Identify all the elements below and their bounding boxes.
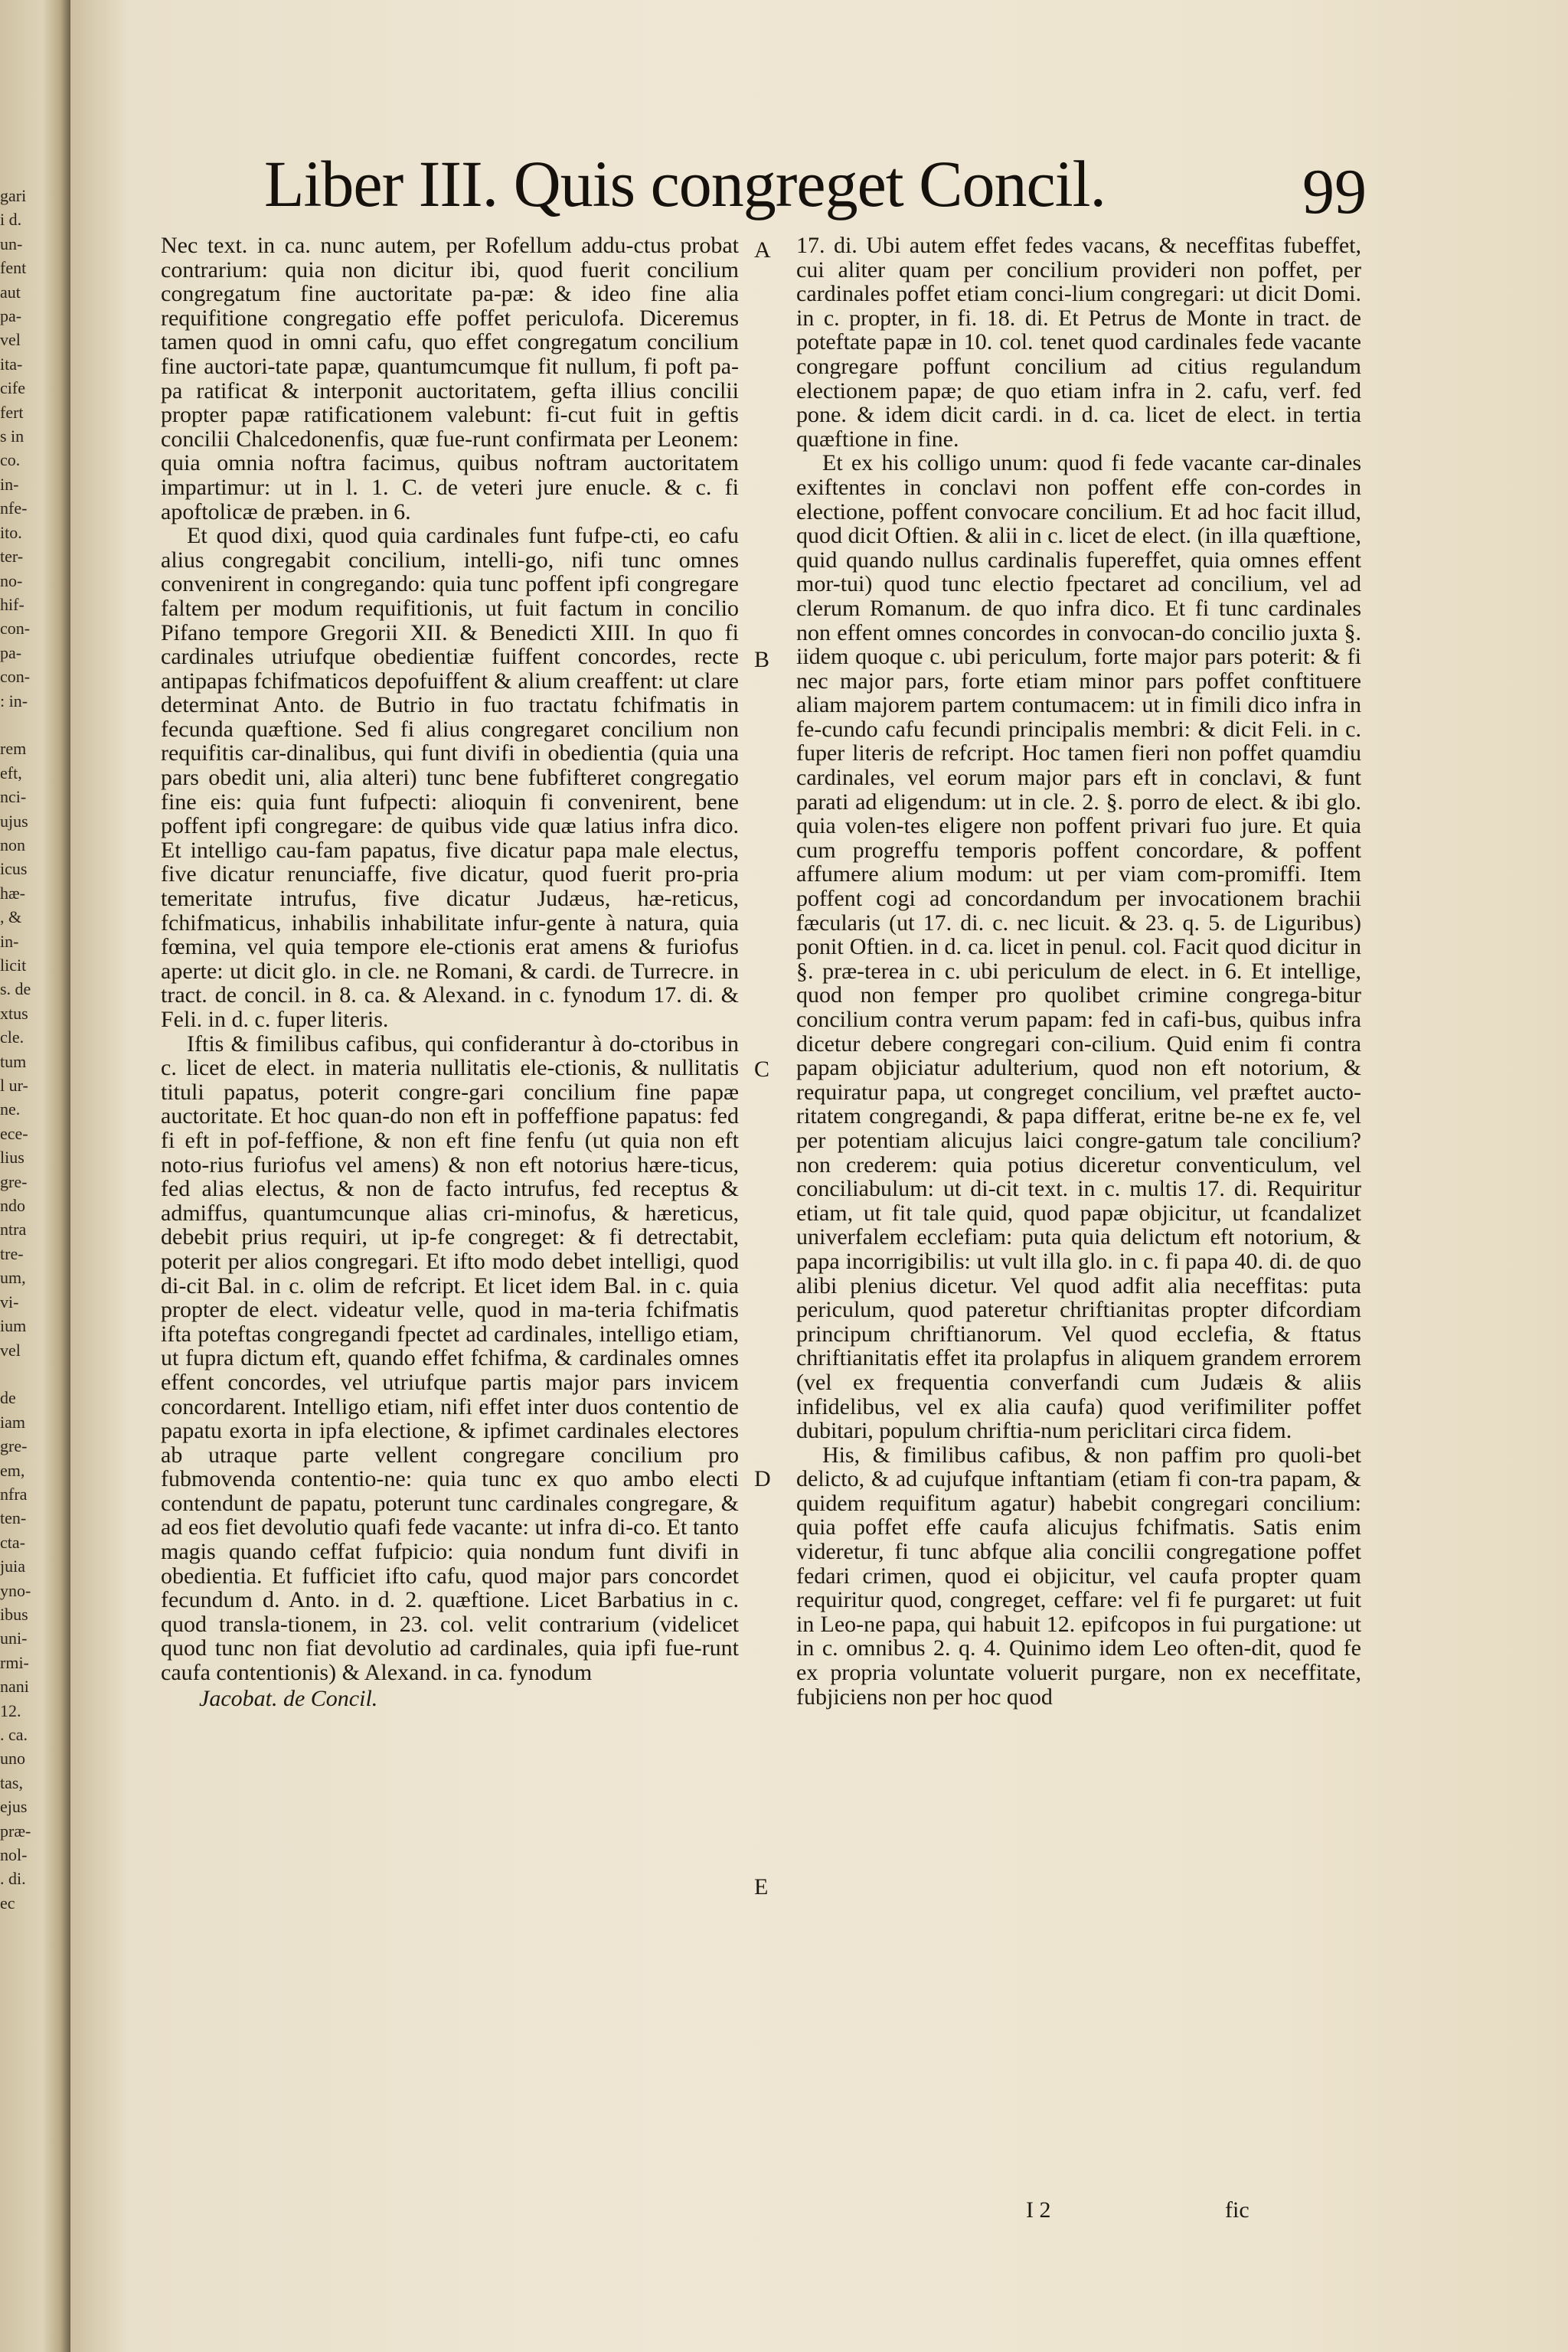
margin-fragment: tum	[0, 1051, 27, 1071]
paragraph: Nec text. in ca. nunc autem, per Rofellum addu-ctus probat contrarium: quia non dicitur ibi, quod fuerit concilium congregatum fine auctoritate pa-pæ: & ideo fine alia requifitione congregatio effe poffet periculofa. Diceremus tamen quod in omni cafu, quo effet congregatum concilium fine auctori-tate papæ, quantumcumque fit nullum, fi poft pa-pa ratificat & interponit auctoritatem, gefta illius concilii propter papæ ratificationem valebunt: fi-cut fuit in geftis concilii Chalcedonenfis, quæ fue-runt confirmata per Leonem: quia omnia noftra facimus, quibus noftram auctoritatem impartimur: ut in l. 1. C. de veteri jure enucle. & c. fi apoftolicæ de præben. in 6.	[161, 233, 739, 524]
margin-fragment: vi-	[0, 1292, 19, 1312]
column-signature: Jacobat. de Concil.	[199, 1685, 378, 1711]
margin-fragment: un-	[0, 234, 23, 253]
margin-fragment: . di.	[0, 1869, 26, 1889]
margin-fragment: ibus	[0, 1604, 28, 1624]
margin-fragment: gre-	[0, 1436, 28, 1456]
previous-page-margin-text	[0, 184, 54, 1915]
margin-fragment: uni-	[0, 1628, 28, 1648]
section-marker-e: E	[754, 1874, 769, 1900]
page-number: 99	[1302, 156, 1367, 227]
margin-fragment: ntra	[0, 1220, 27, 1240]
margin-fragment: yno-	[0, 1580, 31, 1600]
margin-fragment: ium	[0, 1316, 27, 1336]
margin-fragment: tre-	[0, 1243, 24, 1263]
margin-fragment: ne.	[0, 1099, 21, 1119]
section-marker-b: B	[754, 647, 770, 672]
section-marker-a: A	[754, 237, 771, 263]
margin-fragment: nfe-	[0, 498, 28, 518]
margin-fragment: juia	[0, 1557, 25, 1576]
margin-fragment: tas,	[0, 1772, 23, 1792]
paragraph: Iftis & fimilibus cafibus, qui confiderantur à do-ctoribus in c. licet de elect. in materia nullitatis ele-ctionis, & nullitatis tituli papatus, poterit congre-gari concilium fine papæ auctoritate. Et hoc quan-do non eft in poffeffione papatus: fed fi eft in pof-feffione, & non eft fine fenfu (ut quia non eft noto-rius furiofus vel amens) & non eft notorius hære-ticus, fed alias electus, & non de facto intrufus, fed receptus & admiffus, quantumcunque alias cri-minofus, & hæreticus, debebit prius requiri, ut ip-fe congreget: & fi detrectabit, poterit per alios congregari. Et ifto modo debet intelligi, quod di-cit Bal. in c. olim de refcript. Et licet idem Bal. in c. quia propter de elect. videatur velle, quod in ma-teria fchifmatis ifta poteftas congregandi fpectet ad cardinales, intelligo etiam, ut fupra dictum eft, quando effet fchifma, & cardinales omnes effent concordes, vel utriufque partis major pars invicem concordarent. Intelligo etiam, nifi effet inter duos contentio de papatu exorta in ipfa electione, & ipfimet cardinales electores ab utraque parte vellent congregare concilium pro fubmovenda contentio-ne: quia tunc ex quo ambo electi contendunt de papatu, poterunt tunc cardinales congregare, & ad eos fiet devolutio quafi fede vacante: ut infra di-co. Et tanto magis quando ceffat fufpicio: quia nondum funt divifi in obedientia. Et fufficiet ifto cafu, quod major pars concordet fecundum d. Anto. in d. 2. quæftione. Licet Barbatius in c. quod transla-tionem, in 23. col. velit contrarium (videlicet quod tunc non fiat devolutio ad cardinales, quia ipfi fue-runt caufa contentionis) & Alexand. in ca. fynodum	[161, 1031, 739, 1686]
margin-fragment: ujus	[0, 811, 28, 831]
page-header	[264, 145, 1367, 245]
margin-fragment: co.	[0, 450, 21, 470]
margin-fragment: hif-	[0, 594, 24, 614]
margin-fragment: præ-	[0, 1821, 31, 1841]
margin-fragment: de	[0, 1388, 16, 1408]
margin-fragment: gre-	[0, 1171, 28, 1191]
margin-fragment: s. de	[0, 979, 31, 999]
margin-fragment: l ur-	[0, 1076, 28, 1096]
catchword: fic	[1225, 2197, 1250, 2223]
margin-fragment: ec	[0, 1893, 15, 1913]
margin-fragment: eft,	[0, 763, 22, 782]
margin-fragment: nani	[0, 1677, 29, 1697]
book-gutter	[0, 0, 70, 2352]
margin-fragment: ten-	[0, 1508, 27, 1528]
margin-fragment	[0, 1362, 54, 1386]
margin-fragment: ece-	[0, 1123, 28, 1143]
margin-fragment: icus	[0, 859, 28, 879]
margin-fragment: nol-	[0, 1845, 28, 1865]
margin-fragment: in-	[0, 931, 19, 951]
margin-fragment: licit	[0, 956, 27, 975]
margin-fragment: cle.	[0, 1027, 24, 1047]
margin-fragment: ejus	[0, 1797, 28, 1817]
right-column	[796, 234, 1361, 1709]
margin-fragment: cife	[0, 378, 25, 398]
signature-mark: I 2	[1026, 2197, 1051, 2223]
margin-fragment: cta-	[0, 1532, 25, 1552]
margin-fragment: vel	[0, 330, 21, 350]
margin-fragment: s in	[0, 426, 24, 446]
margin-fragment: rem	[0, 739, 27, 759]
margin-fragment: : in-	[0, 691, 28, 710]
paragraph: Et ex his colligo unum: quod fi fede vacante car-dinales exiftentes in conclavi non poffent effe con-cordes in electione, poffent convocare concilium. Et ad hoc facit illud, quod dicit Oftien. & alii in c. licet de elect. (in illa quæftione, quid quando nullus cardinalis fupereffet, quia omnes effent mor-tui) quod tunc electio fpectaret ad concilium, vel ad clerum Romanum. de quo infra dico. Et fi tunc cardinales non effent omnes concordes in convocan-do concilio juxta §. iidem quoque c. ubi periculum, forte major pars poterit: & fi nec major pars, forte etiam minor pars poffet conftituere aliam majorem partem contumacem: ut in fimili dico infra in fe-cundo cafu fecundi principalis membri: & dicit Feli. in c. fuper literis de refcript. Hoc tamen fieri non poffet quamdiu cardinales, vel eorum major pars eft in conclavi, & funt parati ad eligendum: ut in cle. 2. §. porro de elect. & ibi glo. quia volen-tes eligere non poffent privari fuo jure. Et quia cum progreffu temporis poffent concordare, & poffent affumere alium modum: ut per viam com-promiffi. Item poffent cogi ad concordandum per invocationem brachii fæcularis (ut 17. di. c. nec licuit. & 23. q. 5. de Liguribus) ponit Oftien. in d. ca. licet in penul. col. Facit quod dicitur in §. præ-terea in c. ubi periculum de elect. in 6. Et intellige, quod non femper pro quolibet crimine congrega-bitur concilium contra verum papam: fed in cafi-bus, quibus infra dicetur debere congregari con-cilium. Quid enim fi contra papam objiciatur adulterium, quod non eft notorium, & requiratur papa, ut congreget concilium, vel præftet aucto-ritatem congregandi, & papa differat, eritne be-ne ex fe, vel per potentiam alicujus laici congre-gatum tale concilium? non crederem: quia potius diceretur conventiculum, vel conciliabulum: ut di-cit text. in c. multis 17. di. Requiritur etiam, ut fit tale quid, quod papæ objicitur, ut fcandalizet univerfalem ecclefiam: puta quia delictum eft notorium, & papa incorrigibilis: ut vult illa glo. in c. fi papa 40. di. de quo alibi plenius dicetur. Vel quod adfit alia neceffitas: puta periculum, quod pateretur chriftianitas propter difcordiam principum chriftianorum. Vel quod ecclefia, & ftatus chriftianitatis effet ita prolapfus in aliquem grandem errorem (vel ex frequentia converfandi cum Judæis & aliis infidelibus, vel ex alia caufa) quod verifimiliter poffet dubitari, populum chriftia-num periclitari circa fidem.	[796, 450, 1361, 1444]
margin-fragment: fert	[0, 402, 24, 422]
margin-fragment: ita-	[0, 354, 23, 374]
margin-fragment: nci-	[0, 787, 27, 807]
margin-fragment	[0, 713, 54, 737]
margin-fragment: i d.	[0, 210, 22, 230]
margin-fragment: lius	[0, 1148, 24, 1168]
margin-fragment: no-	[0, 570, 23, 590]
margin-fragment: aut	[0, 282, 21, 302]
margin-fragment: non	[0, 835, 25, 854]
margin-fragment: ter-	[0, 547, 24, 567]
paragraph: 17. di. Ubi autem effet fedes vacans, & neceffitas fubeffet, cui aliter quam per concilium provideri non poffet, per cardinales poffet etiam conci-lium congregari: ut dicit Domi. in c. propter, in fi. 18. di. Et Petrus de Monte in tract. de poteftate papæ in 10. col. tenet quod cardinales fede vacante congregare poffunt concilium ad citius regulandum electionem papæ; de quo etiam infra in 2. cafu, verf. fed pone. & idem dicit cardi. in d. ca. licet de elect. in tertia quæftione in fine.	[796, 233, 1361, 452]
margin-fragment: , &	[0, 907, 22, 927]
margin-fragment: nfra	[0, 1484, 28, 1504]
running-title: Liber III. Quis congreget Concil.	[264, 147, 1106, 220]
margin-fragment: fent	[0, 258, 27, 278]
margin-fragment: con-	[0, 619, 31, 639]
margin-fragment: xtus	[0, 1003, 28, 1023]
margin-fragment: gari	[0, 186, 27, 205]
margin-fragment: in-	[0, 474, 19, 494]
margin-fragment: con-	[0, 667, 31, 687]
margin-fragment: . ca.	[0, 1725, 28, 1744]
section-marker-d: D	[754, 1466, 771, 1491]
left-column	[161, 234, 739, 1710]
margin-fragment: hæ-	[0, 883, 25, 903]
margin-fragment: ndo	[0, 1196, 25, 1216]
paragraph: Et quod dixi, quod quia cardinales funt fufpe-cti, eo cafu alius congregabit concilium, intelli-go, nifi tunc omnes convenirent in congregando: quia tunc poffent ipfi congregare faltem per modum requifitionis, ut fuit factum in concilio Pifano tempore Gregorii XII. & Benedicti XIII. In quo fi cardinales utriufque obedientiæ fuiffent concordes, recte antipapas fchifmaticos depofuiffent & alium creaffent: ut clare determinat Anto. de Butrio in fuo tractatu fchifmatis in fecunda quæftione. Sed fi alius congregaret concilium non requifitis car-dinalibus, qui funt divifi in obedientia (quia una pars obedit uni, alia alteri) tunc bene fubfifteret congregatio fine eis: quia funt fufpecti: alioquin fi convenirent, bene poffent ipfi congregare: de quibus vide quæ latius infra dico. Et intelligo cau-fam papatus, five dicatur papa male electus, five dicatur renunciaffe, five dicatur, quod fuerit pro-pria temeritate intrufus, five dicatur Judæus, hæ-reticus, fchifmaticus, inhabilis inhabilitate infur-gente à natura, quia fœmina, vel quia tempore ele-ctionis erat amens & furiofus aperte: ut dicit glo. in cle. ne Romani, & cardi. de Turrecre. in tract. de concil. in 8. ca. & Alexand. in c. fynodum 17. di. & Feli. in d. c. fuper literis.	[161, 523, 739, 1032]
paragraph: His, & fimilibus cafibus, & non paffim pro quoli-bet delicto, & ad cujufque inftantiam (etiam fi con-tra papam, & quidem requifitum agatur) habebit congregari concilium: quia poffet effe caufa alicujus fchifmatis. Satis enim videretur, fi tunc abfque alia concilii congregatione poffet fedari crimen, quod ei objicitur, vel caufa propter quam requiritur quod, congreget, ceffare: vel fi fe purgaret: ut fuit in Leo-ne papa, qui habuit 12. epifcopos in fui purgatione: ut in c. omnibus 2. q. 4. Quinimo idem Leo often-dit, quod fe ex propria voluntate voluerit purgare, non ex neceffitate, fubjiciens non per hoc quod	[796, 1442, 1361, 1710]
margin-fragment: iam	[0, 1412, 25, 1432]
margin-fragment: 12.	[0, 1700, 21, 1720]
margin-fragment: pa-	[0, 306, 22, 326]
margin-fragment: pa-	[0, 642, 22, 662]
margin-fragment: rmi-	[0, 1652, 29, 1672]
margin-fragment: um,	[0, 1268, 26, 1288]
section-marker-c: C	[754, 1057, 770, 1082]
margin-fragment: em,	[0, 1460, 25, 1480]
margin-fragment: ito.	[0, 522, 22, 542]
margin-fragment: uno	[0, 1749, 25, 1769]
margin-fragment: vel	[0, 1340, 21, 1360]
